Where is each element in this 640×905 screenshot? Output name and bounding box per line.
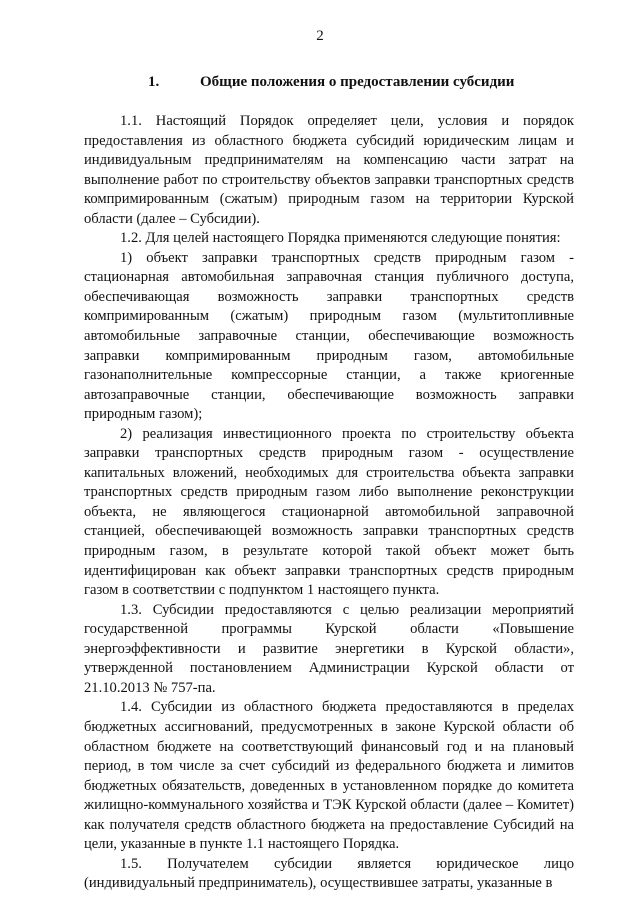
paragraph-1-3: 1.3. Субсидии предоставляются с целью реализации мероприятий государственной программы Курской области «Повышение энергоэффективности и развитие энергетики в Курской области», утвержденной постановлением Администрации Курской области от 21.10.2013 № 757-па. [84,601,574,696]
paragraph-1-1: 1.1. Настоящий Порядок определяет цели, условия и порядок предоставления из областного бюджета субсидий юридическим лицам и индивидуальным предпринимателям на компенсацию части затрат на выполнение работ по строительству объектов заправки транспортных средств компримированным (сжатым) природным газом на территории Курской области (далее – Субсидии). [84,113,574,227]
paragraph-1-5: 1.5. Получателем субсидии является юридическое лицо (индивидуальный предприниматель), осуществившее затраты, указанные в [84,855,574,892]
paragraph-1-2-item-2: 2) реализация инвестиционного проекта по строительству объекта заправки транспортных средств природным газом - осуществление капитальных вложений, необходимых для строительства объекта заправки транспортных средств природным газом либо выполнение реконструкции объекта, не являющегося стационарной автомобильной заправочной станцией, обеспечивающей возможность заправки транспортных средств природным газом, в результате которой такой объект может быть идентифицирован как объект заправки транспортных средств природным газом в соответствии с подпунктом 1 настоящего пункта. [84,425,574,599]
section-heading [112,74,582,91]
document-body [84,112,574,894]
paragraph-1-2-item-1: 1) объект заправки транспортных средств природным газом - стационарная автомобильная заправочная станция публичного доступа, обеспечивающая возможность заправки транспортных средств компримированным (сжатым) природным газом (мультитопливные автомобильные заправочные станции, обеспечивающие возможность заправки компримированным природным газом, автомобильные газонаполнительные компрессорные станции, а также криогенные автозаправочные станции, обеспечивающие возможность заправки природным газом); [84,249,574,423]
section-title: Общие положения о предоставлении субсидии [200,74,515,90]
paragraph-1-2: 1.2. Для целей настоящего Порядка применяются следующие понятия: [120,230,561,247]
section-number: 1. [148,74,160,90]
paragraph-1-4: 1.4. Субсидии из областного бюджета предоставляются в пределах бюджетных ассигнований, предусмотренных в законе Курской области об областном бюджете на соответствующий финансовый год и на плановый период, в том числе за счет субсидий из федерального бюджета и лимитов бюджетных обязательств, доведенных в установленном порядке до комитета жилищно-коммунального хозяйства и ТЭК Курской области (далее – Комитет) как получателя средств областного бюджета на предоставление Субсидий на цели, указанные в пункте 1.1 настоящего Порядка. [84,699,574,853]
page-number: 2 [316,28,324,44]
